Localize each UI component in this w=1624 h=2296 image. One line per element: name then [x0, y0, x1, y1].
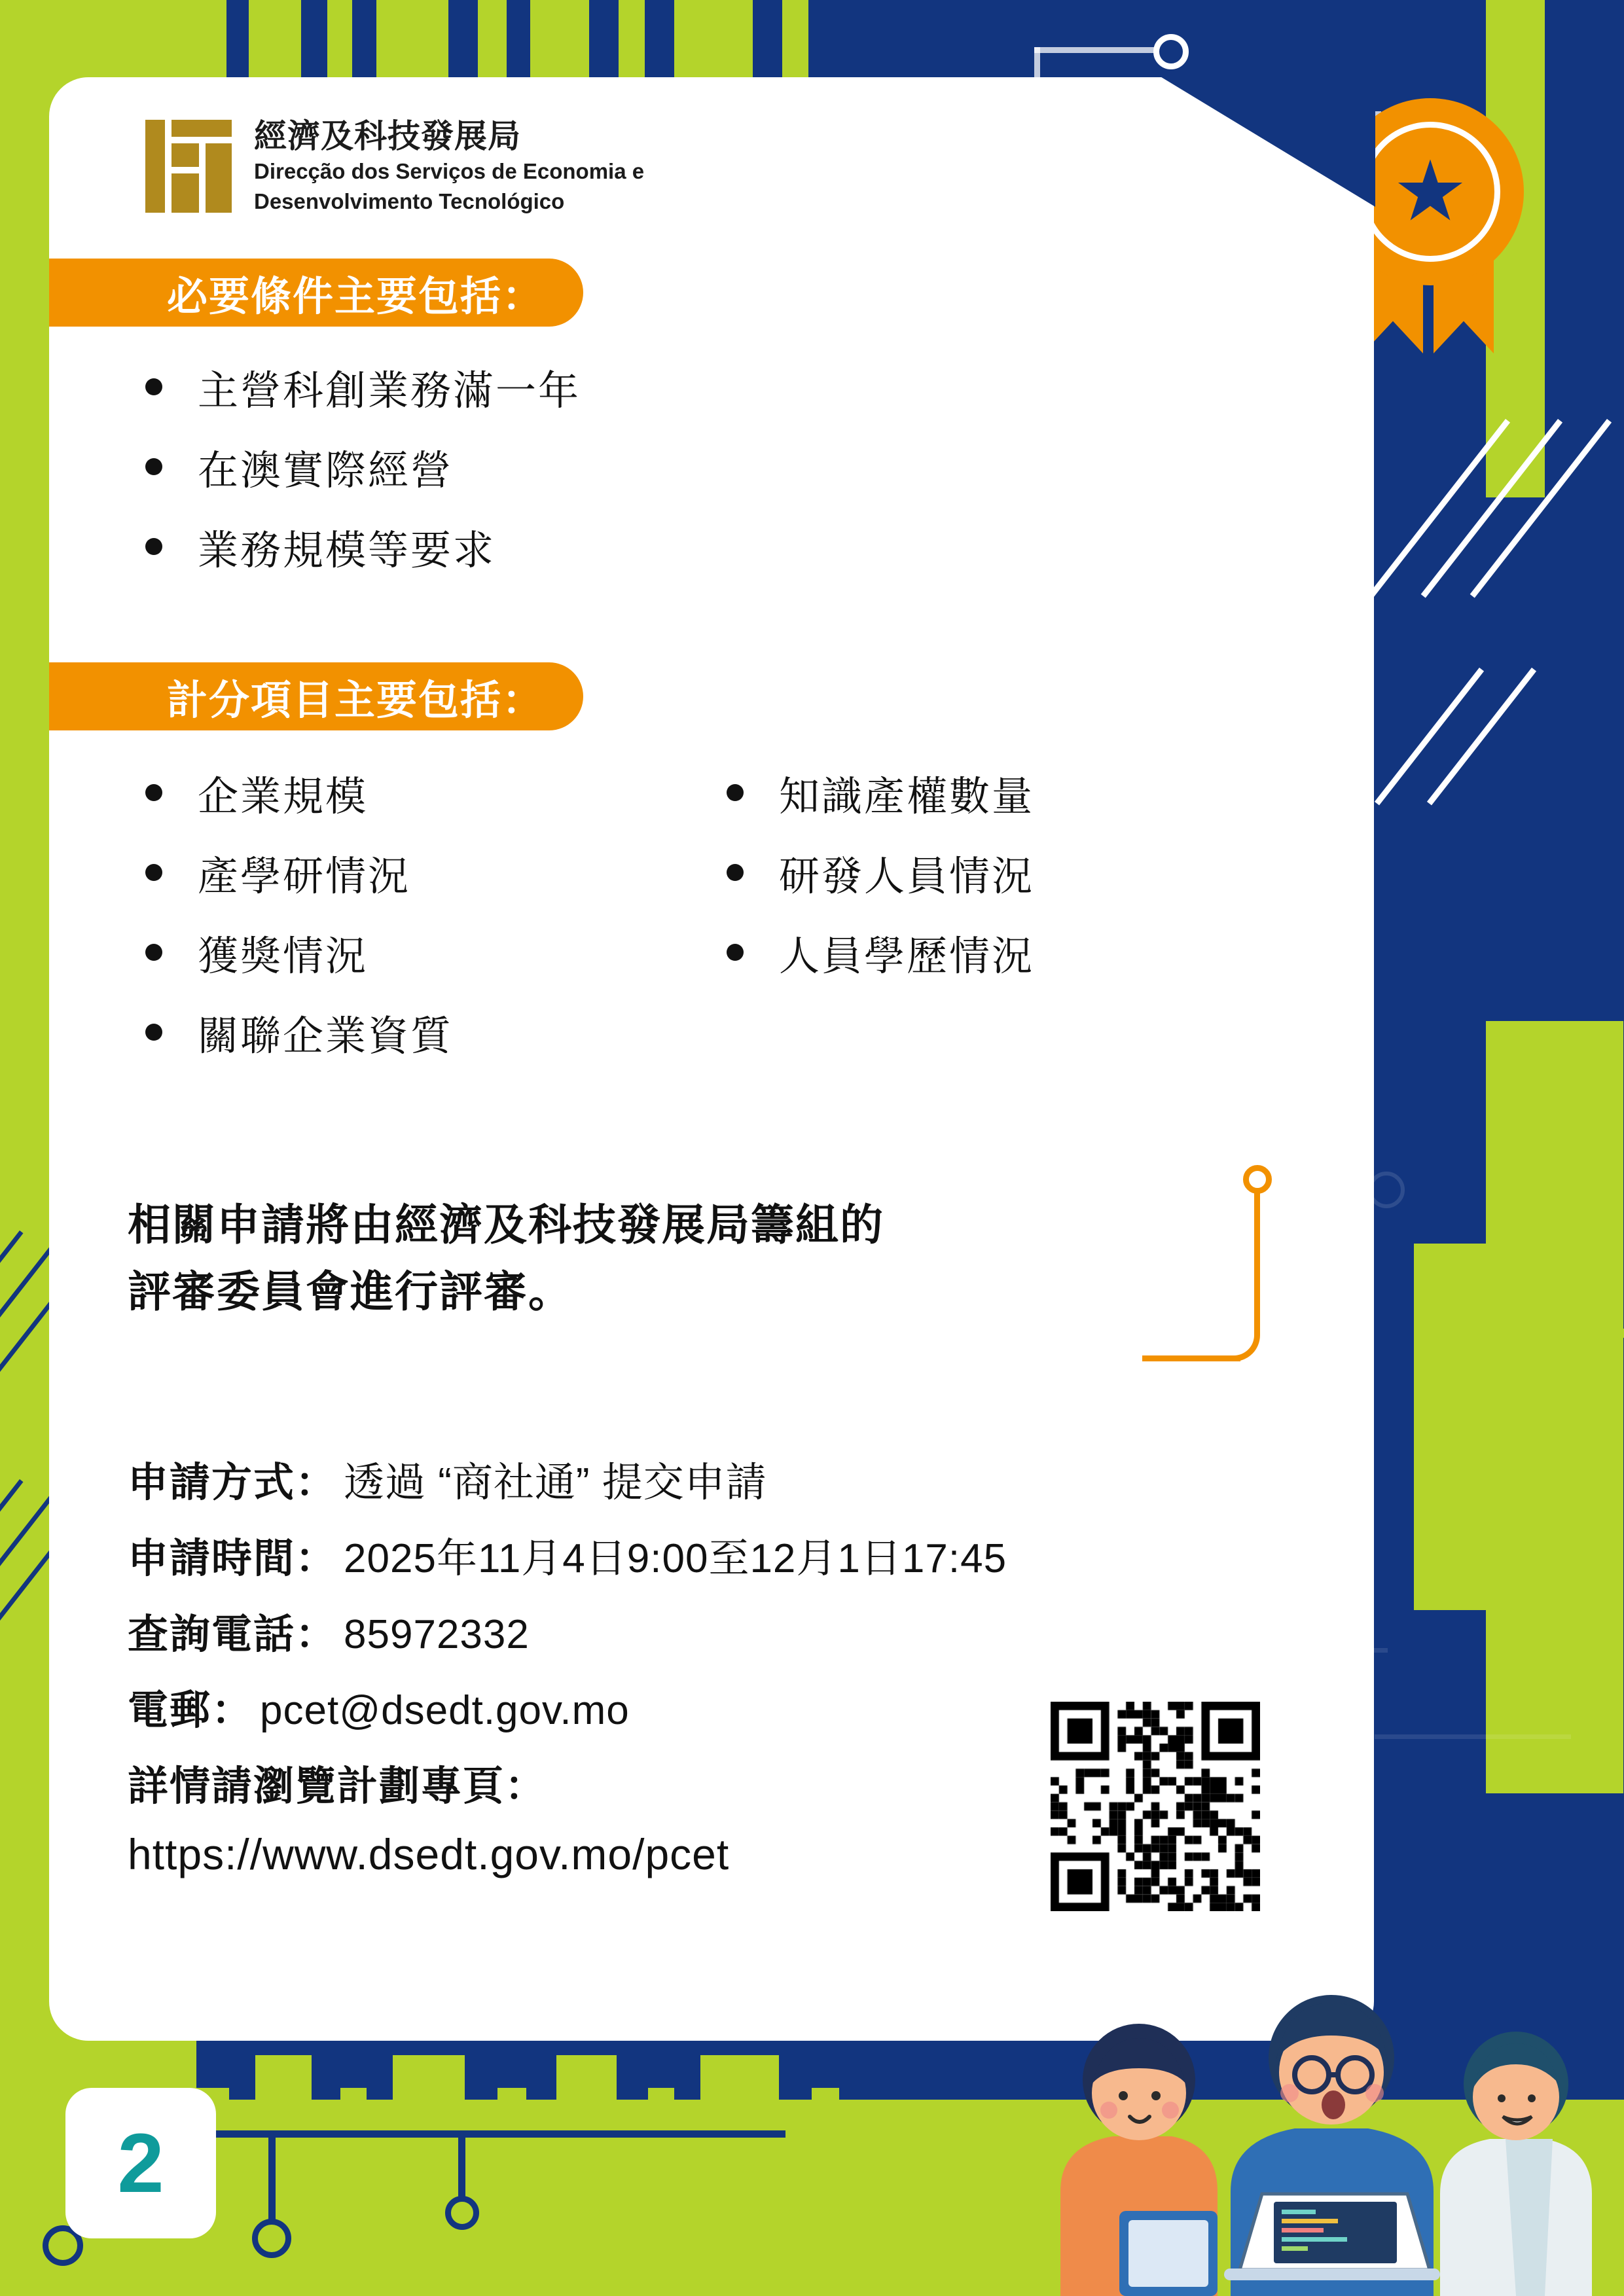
list-item-label: 主營科創業務滿一年	[198, 368, 581, 414]
circuit-line	[1499, 1329, 1624, 1338]
list-item-label: 研發人員情況	[779, 853, 1035, 899]
time-label: 申請時間：	[128, 1536, 338, 1581]
list-item	[145, 992, 453, 1072]
list-item-label: 獲獎情況	[198, 933, 369, 979]
decor-stripe	[1486, 1021, 1623, 1793]
decor-stripe	[812, 2088, 839, 2296]
bullet-dot-icon	[145, 784, 162, 801]
bullet-dot-icon	[145, 944, 162, 961]
people-illustration	[1021, 1929, 1623, 2296]
section-heading-requirements-label: 必要條件主要包括：	[167, 274, 545, 319]
decor-stripe	[648, 2088, 674, 2296]
list-item-label: 業務規模等要求	[198, 528, 496, 573]
organization-logo	[145, 118, 644, 215]
org-name-zh: 經濟及科技發展局	[254, 118, 521, 154]
list-item	[145, 347, 581, 427]
bullet-dot-icon	[727, 944, 744, 961]
website-url[interactable]: https://www.dsedt.gov.mo/pcet	[128, 1830, 730, 1878]
circuit-line	[1558, 1198, 1567, 1335]
info-row-time	[128, 1526, 1306, 1590]
star-icon: ★	[1392, 145, 1468, 238]
list-item	[727, 753, 1034, 833]
list-item-label: 產學研情況	[198, 853, 411, 899]
list-item	[727, 833, 1034, 912]
method-value: 透過 “商社通” 提交申請	[344, 1460, 767, 1505]
scoring-list-left	[145, 753, 453, 1072]
circuit-node	[1153, 34, 1189, 69]
list-item	[145, 833, 453, 912]
circuit-line-faint	[1375, 1734, 1571, 1739]
decor-stripe	[340, 2088, 367, 2296]
decor-stripe	[700, 2055, 779, 2296]
method-label: 申請方式：	[128, 1460, 338, 1505]
bullet-dot-icon	[145, 1024, 162, 1041]
requirements-list	[145, 347, 581, 586]
time-value: 2025年11月4日9:00至12月1日17:45	[344, 1536, 1007, 1581]
org-name-pt-line2: Desenvolvimento Tecnológico	[254, 189, 565, 214]
committee-statement	[128, 1191, 1175, 1325]
info-row-phone	[128, 1602, 1306, 1666]
person-right	[1440, 2032, 1592, 2296]
list-item	[145, 912, 453, 992]
section-heading-scoring-label: 計分項目主要包括：	[167, 677, 545, 723]
circuit-line	[1034, 47, 1172, 53]
person-center	[1224, 1995, 1440, 2296]
person-left	[1060, 2024, 1218, 2296]
page-number-badge	[65, 2088, 216, 2238]
list-item-label: 人員學歷情況	[779, 933, 1035, 979]
circuit-node	[252, 2219, 291, 2258]
phone-label: 查詢電話：	[128, 1612, 338, 1657]
decor-stripe	[393, 2055, 465, 2296]
page-number: 2	[117, 2116, 164, 2210]
decor-orange-corner	[1214, 1316, 1260, 1361]
bullet-dot-icon	[145, 378, 162, 395]
list-item	[145, 427, 581, 507]
decor-stripe	[1414, 1244, 1486, 1610]
qr-code-canvas	[1051, 1702, 1260, 1911]
section-heading-requirements	[49, 259, 583, 327]
bullet-dot-icon	[145, 458, 162, 475]
dsedt-logo-icon	[145, 120, 232, 213]
info-row-method	[128, 1450, 1306, 1514]
list-item	[145, 753, 453, 833]
committee-line-1: 相關申請將由經濟及科技發展局籌組的	[128, 1200, 884, 1249]
list-item-label: 企業規模	[198, 774, 369, 819]
decor-stripe	[497, 2088, 526, 2296]
bullet-dot-icon	[145, 538, 162, 555]
circuit-node	[445, 2196, 479, 2230]
section-heading-scoring	[49, 662, 583, 730]
list-item-label: 在澳實際經營	[198, 448, 454, 493]
list-item	[727, 912, 1034, 992]
email-value[interactable]: pcet@dsedt.gov.mo	[260, 1688, 630, 1733]
decor-stripe	[556, 2055, 617, 2296]
decor-orange-vertical	[1254, 1189, 1260, 1333]
phone-value: 85972332	[344, 1612, 530, 1657]
list-item	[145, 507, 581, 586]
circuit-line	[196, 2130, 785, 2138]
bullet-dot-icon	[727, 864, 744, 881]
org-name-pt-line1: Direcção dos Serviços de Economia e	[254, 159, 645, 183]
email-label: 電郵：	[128, 1688, 254, 1733]
website-label: 詳情請瀏覽計劃專頁：	[128, 1764, 547, 1809]
badge-ring	[1360, 122, 1500, 262]
bullet-dot-icon	[727, 784, 744, 801]
decor-orange-horizontal	[1142, 1355, 1240, 1361]
scoring-list-right	[727, 753, 1034, 992]
committee-line-2: 評審委員會進行評審。	[128, 1267, 573, 1316]
qr-code-icon[interactable]	[1051, 1702, 1260, 1911]
list-item-label: 關聯企業資質	[198, 1013, 454, 1059]
list-item-label: 知識產權數量	[779, 774, 1035, 819]
bullet-dot-icon	[145, 864, 162, 881]
decor-orange-hook	[1142, 1165, 1260, 1374]
decor-stripe	[255, 2055, 312, 2296]
card-corner-notch	[1159, 76, 1375, 207]
